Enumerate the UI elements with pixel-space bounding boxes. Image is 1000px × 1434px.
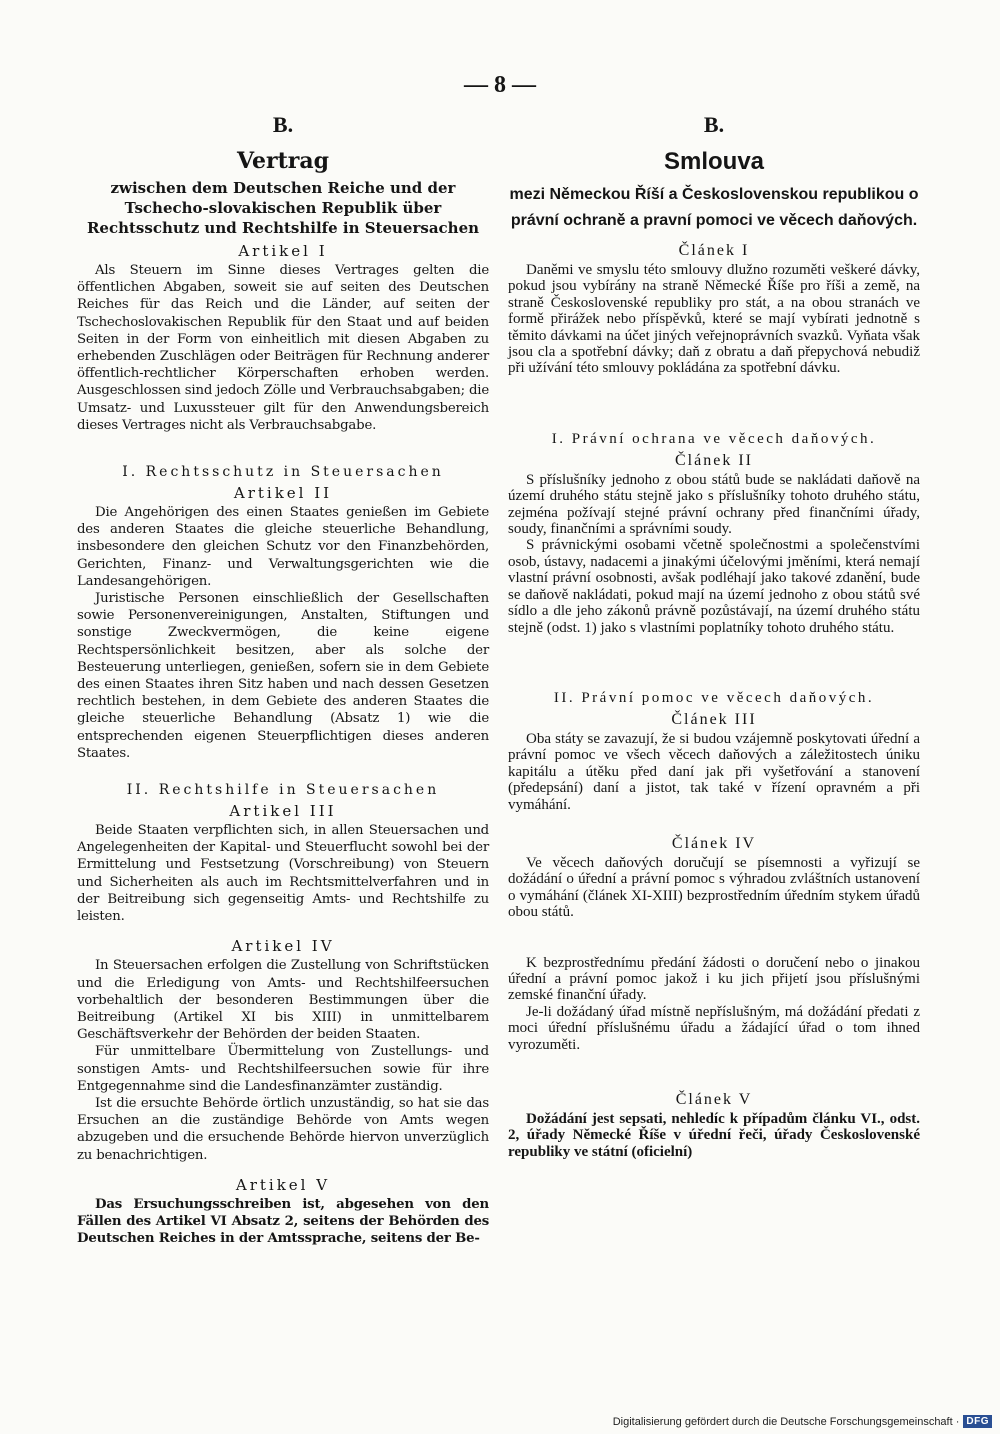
paragraph: Ist die ersuchte Behörde örtlich unzuständig, so hat sie das Ersuchen an die zuständige Behörde von Amts wegen abzugeben und die ersuchende Behörde hiervon unverzüglich zu benachrichtigen. [77, 1095, 489, 1163]
paragraph: S příslušníky jednoho z obou států bude se nakládati daňově na území druhého státu stejně jako s příslušníky tohoto druhého státu, zejména požívají stejné právní ochrany před finančními úřady, soudy, finančními a správními soudy. [508, 471, 920, 538]
paragraph: Beide Staaten verpflichten sich, in allen Steuersachen und Angelegenheiten der Kapital- und Steuerflucht sowohl bei der Ermittelung und Festsetzung (Vorschreibung) von Steuern und Sicherheiten als auch im Rechtsmittelverfahren und in der Beitreibung sich gegenseitig Amts- und Rechtshilfe zu leisten. [77, 823, 489, 925]
article-heading: Artikel IV [231, 937, 335, 956]
paragraph: Je-li dožádaný úřad místně nepříslušným, má dožádání předati z moci úřední příslušnému úřadu a žádající úřad o tom ihned vyrozuměti. [508, 1003, 920, 1053]
page-number: — 8 — [464, 72, 536, 98]
section-letter: B. [272, 112, 294, 137]
paragraph: K bezprostřednímu předání žádosti o doručení nebo o jinakou úřední a právní pomoc jakož i ku jich přijetí jsou příslušnými zemské finanční úřady. [508, 954, 920, 1004]
czech-column [508, 112, 920, 1160]
document-subtitle: mezi Německou Říší a Československou republikou o právní ochraně a pravní pomoci ve věcech daňových. [509, 186, 919, 229]
footer-credit [613, 1415, 992, 1428]
paragraph: Ve věcech daňových doručují se písemnosti a vyřizují se dožádání o úřední a právní pomoc s výhradou zvláštních ustanovení o vymáhání (článek XI-XIII) bezprostředním úředním stykem úřadů obou států. [508, 854, 920, 921]
part-heading: II. Právní pomoc ve věcech daňových. [553, 689, 875, 706]
paragraph: Oba státy se zavazují, že si budou vzájemně poskytovati úřední a právní pomoc ve všech věcech daňových a záležitostech úniku kapitálu a útěku před daní jak při vyšetřování a stanovení (předepsání) daní a jistot, tak také v řízení opravném a při vymáhání. [508, 730, 920, 813]
article-heading: Artikel V [235, 1175, 331, 1194]
paragraph: Daněmi ve smyslu této smlouvy dlužno rozuměti veškeré dávky, pokud jsou vybírány na straně Německé Říše pro říši a země, na straně Československé republiky pro stát, a na obou stranách ve formě přirážek nebo příspěvků, které se mají vybírati jednotně s těmito dávkami na účet jiných veřejnoprávních svazků. Vyňata však jsou cla a spotřební dávky; daň z obratu a daň přepychová nebudiž při užívání této smlouvy pokládána za spotřební dávku. [508, 262, 920, 377]
article-heading: Artikel III [229, 802, 337, 821]
article-heading: Artikel I [238, 242, 328, 260]
document-title: Vertrag [236, 148, 330, 174]
paragraph: In Steuersachen erfolgen die Zustellung von Schriftstücken und die Erledigung von Amts- und Rechtshilfeersuchen vorbehaltlich der besonderen Bestimmungen über die Beitreibung (Artikel XI bis XIII) in unmittelbarem Geschäftsverkehr der Behörden der beiden Staaten. [77, 958, 489, 1043]
footer-text: Digitalisierung gefördert durch die Deutsche Forschungsgemeinschaft · [612, 1415, 960, 1428]
article-heading: Článek II [675, 451, 753, 469]
document-title: Smlouva [663, 148, 765, 175]
article-heading: Článek I [678, 242, 750, 259]
part-heading: I. Rechtsschutz in Steuersachen [122, 464, 444, 481]
part-heading: II. Rechtshilfe in Steuersachen [126, 782, 440, 799]
german-column [77, 112, 489, 1247]
paragraph: Juristische Personen einschließlich der Gesellschaften sowie Personenvereinigungen, Anstalten, Stiftungen und sonstige Zweckvermögen, die keine eigene Rechtspersönlichkeit besitzen, aber als solche der Besteuerung unterliegen, genießen, sofern sie in dem Gebiete des einen Staates ihren Sitz haben und nach dessen Gesetzen rechtlich bestehen, in dem Gebiete des anderen Staates die gleiche steuerliche Behandlung (Absatz 1) wie die entsprechenden eigenen Steuerpflichtigen dieses anderen Staates. [77, 591, 489, 761]
paragraph: Die Angehörigen des einen Staates genießen im Gebiete des anderen Staates die gleiche steuerliche Behandlung, insbesondere den gleichen Schutz vor den Finanzbehörden, Gerichten, Finanz- und Verwaltungsgerichten wie die Landesangehörigen. [77, 505, 489, 589]
document-subtitle: zwischen dem Deutschen Reiche und der Tschecho-slovakischen Republik über Rechtsschutz und Rechtshilfe in Steuersachen [86, 179, 480, 237]
article-heading: Článek III [671, 710, 757, 728]
dfg-logo: DFG [963, 1415, 992, 1428]
article-heading: Článek IV [671, 834, 757, 852]
part-heading: I. Právní ochrana ve věcech daňových. [551, 430, 877, 447]
paragraph: Als Steuern im Sinne dieses Vertrages gelten die öffentlichen Abgaben, soweit sie auf seiten des Deutschen Reiches für das Reich und die Länder, auf seiten der Tschechoslovakischen Republik für den Staat und auf beiden Seiten in der Form von einheitlich mit diesen Abgaben zu erhebenden Zuschlägen oder Beiträgen für Rechnung anderer öffentlich-rechtlicher Körperschaften erhoben werden. Ausgeschlossen sind jedoch Zölle und Verbrauchsabgaben; die Umsatz- und Luxussteuer gilt für den Anwendungsbereich dieses Vertrages nicht als Verbrauchsabgabe. [77, 263, 489, 433]
paragraph: Dožádání jest sepsati, nehledíc k případům článku VI., odst. 2, úřady Německé Říše v úřední řeči, úřady Československé republiky ve státní (oficielní) [508, 1111, 920, 1160]
paragraph: Das Ersuchungsschreiben ist, abgesehen von den Fällen des Artikel VI Absatz 2, seitens der Behörden des Deutschen Reiches in der Amtssprache, seitens der Be- [77, 1196, 489, 1247]
section-letter: B. [703, 112, 725, 137]
paragraph: Für unmittelbare Übermittelung von Zustellungs- und sonstigen Amts- und Rechtshilfeersuchen sowie für ihre Entgegennahme sind die Landesfinanzämter zuständig. [77, 1044, 489, 1094]
article-heading: Artikel II [233, 484, 333, 503]
paragraph: S právnickými osobami včetně společnostmi a společenstvími osob, ústavy, nadacemi a jinakými účelovými jměními, která nemají vlastní právní osobnosti, avšak podléhají jako takové zdanění, bude se daňově nakládati, pokud mají na území jednoho z obou států své sídlo a dle jeho zákonů právně pozůstávají, na území druhého státu stejně (odst. 1) jako s vlastními poplatníky tohoto druhého státu. [508, 537, 920, 636]
article-heading: Článek V [675, 1091, 753, 1108]
